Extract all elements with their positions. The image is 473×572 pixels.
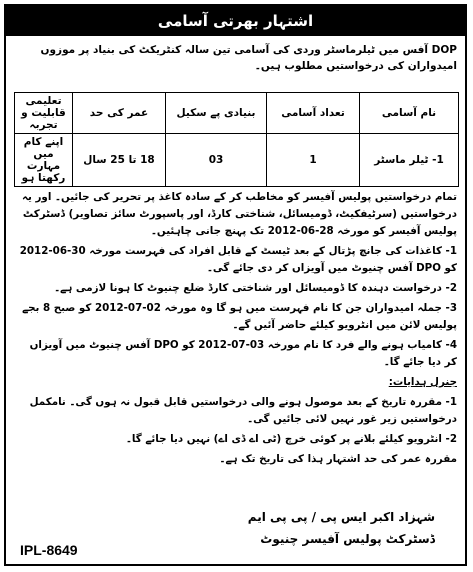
general-instruction-1: 1- مقررہ تاریخ کے بعد موصول ہونے والی درخواستیں قابل قبول نہ ہوں گی۔ نامکمل درخواستیں زیر غور نہیں لائی جائیں گی۔ xyxy=(29,396,457,425)
condition-2: 2- درخواست دہندہ کا ڈومیسائل اور شناختی کارڈ ضلع چنیوٹ کا ہونا لازمی ہے۔ xyxy=(54,282,457,294)
intro-text: DOP آفس میں ٹیلرماسٹر وردی کی آسامی تین سالہ کنٹریکٹ کی بنیاد پر موزوں امیدواران کی درخواستیں مطلوب ہیں۔ xyxy=(40,44,457,72)
application-instructions: تمام درخواستیں پولیس آفیسر کو مخاطب کر کے سادہ کاغذ پر تحریر کی جائیں۔ اور یہ درخواستیں (سرٹیفکیٹ، ڈومیسائل، شناختی کارڈ، اور پاسپورٹ سائز تصاویر) ڈسٹرکٹ پولیس آفیسر کو مورخہ 28-06-2012 تک پہنچ جانی چاہئیں۔ xyxy=(22,191,457,237)
table-header-row xyxy=(15,93,459,134)
cell-age-limit: 18 تا 25 سال xyxy=(73,134,166,187)
general-instructions-heading: جنرل ہدایات: xyxy=(388,376,457,388)
cell-post-count: 1 xyxy=(267,134,360,187)
col-pay-scale: بنیادی پے سکیل xyxy=(166,93,267,134)
age-limit-note: مقررہ عمر کی حد اشتہار ہذا کی تاریخ تک ہے۔ xyxy=(219,453,457,465)
col-post-name: نام آسامی xyxy=(360,93,459,134)
table-row xyxy=(15,134,459,187)
reference-number: IPL-8649 xyxy=(20,542,78,558)
cell-qualification: اپنے کام میں مہارت رکھتا ہو xyxy=(15,134,73,187)
signature-block xyxy=(175,506,435,550)
signatory-name: شہزاد اکبر ایس پی / پی پی ایم xyxy=(247,510,435,524)
cell-pay-scale: 03 xyxy=(166,134,267,187)
condition-1: 1- کاغذات کی جانچ پڑتال کے بعد ٹیسٹ کے قابل افراد کی فہرست مورخہ 30-06-2012 کو DPO آفس چنیوٹ میں آویزاں کر دی جائے گی۔ xyxy=(19,245,457,274)
advertisement-title: اشتہار بھرتی آسامی xyxy=(6,6,465,36)
cell-post-name: 1- ٹیلر ماسٹر xyxy=(360,134,459,187)
condition-4: 4- کامیاب ہونے والے فرد کا نام مورخہ 03-07-2012 کو DPO آفس چنیوٹ میں آویزاں کر دیا جائے گا۔ xyxy=(29,339,457,368)
signatory-title: ڈسٹرکٹ پولیس آفیسر چنیوٹ xyxy=(260,532,435,546)
col-post-count: تعداد آسامی xyxy=(267,93,360,134)
posts-table xyxy=(14,92,459,187)
advertisement-frame xyxy=(4,4,467,566)
col-qualification: تعلیمی قابلیت و تجربہ xyxy=(15,93,73,134)
col-age-limit: عمر کی حد xyxy=(73,93,166,134)
condition-3: 3- جملہ امیدواران جن کا نام فہرست میں ہو گا وہ مورخہ 02-07-2012 کو صبح 8 بجے پولیس لائن میں انٹرویو کیلئے حاضر آئیں گے۔ xyxy=(22,302,457,331)
general-instruction-2: 2- انٹرویو کیلئے بلانے پر کوئی خرچ (ٹی اے ڈی اے) نہیں دیا جائے گا۔ xyxy=(125,433,457,445)
body-text xyxy=(14,189,457,471)
